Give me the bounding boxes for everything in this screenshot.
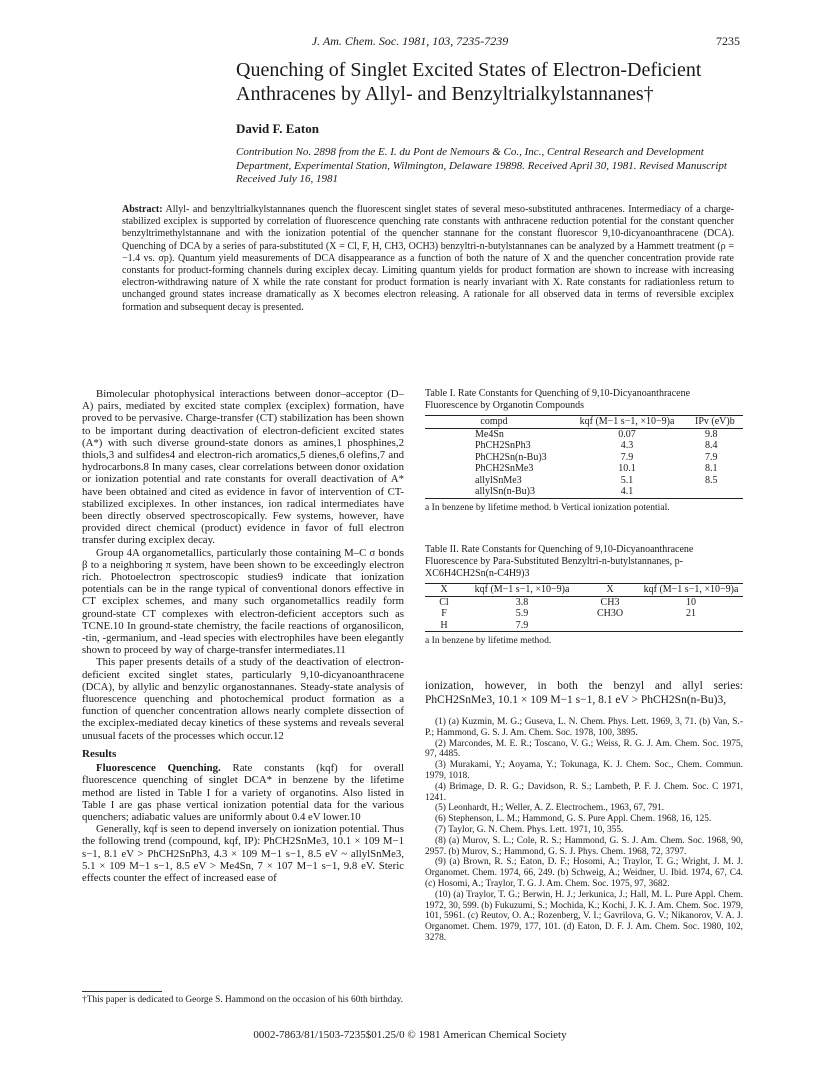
table-cell: 4.1 [620,486,634,497]
table-1-footnote: a In benzene by lifetime method. b Vertical ionization potential. [425,501,670,513]
table-cell: 5.9 [515,608,529,619]
reference-item: (5) Leonhardt, H.; Weller, A. Z. Electrochem., 1963, 67, 791. [435,803,665,814]
table-cell [691,486,743,498]
table-cell: 10 [686,596,696,608]
table-row [425,452,743,464]
table-cell: H [440,619,448,631]
table-row [425,428,743,440]
table-header: X [606,584,614,595]
table-cell: 4.3 [620,440,634,451]
body-paragraph: Generally, kqf is seen to depend inversely on ionization potential. Thus the following trend (compound, kqf, IP): PhCH2SnMe3, 10.1 × 109 M−1 s−1, 8.1 eV > PhCH2SnPh3, 4.3 × 109 M−1 s−1, 8.5 eV ~ allylSnMe3, 5.1 × 109 M−1 s−1, 8.5 eV > Me4Sn, 7 × 107 M−1 s−1, 9.8 eV. Steric effects counter the effect of increased ease of [82,823,404,884]
table-2-grid [425,583,743,632]
table-cell: Cl [439,596,449,608]
table-header: IPv (eV)b [695,416,735,427]
table-header: kqf (M−1 s−1, ×10−9)a [643,584,739,595]
table-cell: 8.1 [705,463,718,474]
references [425,717,743,944]
table-header: kqf (M−1 s−1, ×10−9)a [474,584,570,595]
table-1-caption: Table I. Rate Constants for Quenching of 9,10-Dicyanoanthracene Fluorescence by Organotin Compounds [425,388,691,411]
table-row [425,596,743,608]
table-2-footnote: a In benzene by lifetime method. [425,635,552,646]
journal-header: J. Am. Chem. Soc. 1981, 103, 7235-7239 [311,34,509,48]
table-cell: PhCH2SnPh3 [475,440,531,451]
dedication-footnote: †This paper is dedicated to George S. Hammond on the occasion of his 60th birthday. [82,995,404,1005]
affiliation: Contribution No. 2898 from the E. I. du Pont de Nemours & Co., Inc., Central Research and Development Department, Experimental Station, Wilmington, Delaware 19898. Received April 30, 1981. Revised Manuscript Received July 16, 1981 [236,146,727,185]
table-header: X [440,584,448,595]
abstract-text: Allyl- and benzyltrialkylstannanes quench the fluorescent singlet states of several meso-substituted anthracenes. Intermediacy of a charge-stabilized exciplex is supported by correlation of fluorescence quenching rate constants with anthracene reduction potential for the constant quencher benzyltrimethylstannane and with the ionization potential of the quencher stannane for the constant fluorescor 9,10-dicyanoanthracene (DCA). Quenching of DCA by a series of para-substituted (X = Cl, F, H, CH3, OCH3) benzyltri-n-butylstannanes can be analyzed by a Hammett treatment (ρ = −1.4 vs. σp). Quantum yield measurements of DCA disappearance as a function of both the nature of X and the quencher concentration provide rate constants for product-forming channels during exciplex decay. Limiting quantum yields for product formation are shown to increase with increasing electron-withdrawing nature of X while the rate constant for product formation is nearly invariant with X. Rate constants for radiationless return to unchanged ground states increase dramatically as X becomes electron releasing. A rationale for all observed data in terms of reversible exciplex formation and subsequent decay is presented. [122,204,735,313]
table-cell: 10.1 [618,463,636,474]
reference-item: (3) Murakami, Y.; Aoyama, Y.; Tokunaga, K. J. Chem. Soc., Chem. Commun. 1979, 1018. [425,760,743,781]
table-cell: PhCH2SnMe3 [475,463,534,474]
table-cell: 7.9 [620,451,634,463]
table-header: kqf (M−1 s−1, ×10−9)a [579,416,675,427]
table-cell: F [441,608,447,619]
reference-item: (2) Marcondes, M. E. R.; Toscano, V. G.; Weiss, R. G. J. Am. Chem. Soc. 1975, 97, 4485. [425,738,743,760]
right-column-text [425,680,743,707]
reference-item: (9) (a) Brown, R. S.; Eaton, D. F.; Hosomi, A.; Traylor, T. G.; Wright, J. M. J. Organomet. Chem. 1974, 66, 249. (b) Schweig, A.; Weidner, U. Ibid. 1974, 67, C4. (c) Hosomi, A.; Traylor, T. G. J. Am. Chem. Soc. 1975, 97, 3682. [425,857,743,889]
page-number: 7235 [716,34,740,48]
abstract [122,204,734,314]
table-cell: CH3 [600,596,620,608]
table-cell: 8.5 [705,474,718,486]
reference-item: (1) (a) Kuzmin, M. G.; Guseva, L. N. Chem. Phys. Lett. 1969, 3, 71. (b) Van, S.-P.; Hammond, G. S. J. Am. Chem. Soc. 1978, 100, 3895. [425,717,743,738]
results-heading: Results [82,747,117,760]
reference-item: (4) Brimage, D. R. G.; Davidson, R. S.; Lambeth, P. F. J. Chem. Soc. C 1971, 1241. [425,781,743,803]
abstract-label: Abstract: [122,204,163,215]
table-1 [425,388,743,513]
table-2-caption: Table II. Rate Constants for Quenching of 9,10-Dicyanoanthracene Fluorescence by Para-Substituted Benzyltri-n-butylstannanes, p-XC6H4CH2Sn(n-C4H9)3 [425,544,694,579]
table-cell: 21 [686,608,696,619]
reference-item: (6) Stephenson, L. M.; Hammond, G. S. Pure Appl. Chem. 1968, 16, 125. [435,814,712,825]
table-row [425,463,743,475]
table-header: compd [480,416,508,427]
body-paragraph: Bimolecular photophysical interactions between donor–acceptor (D–A) pairs, mediated by excited state complex (exciplex) formation, have proved to be pervasive. Charge-transfer (CT) stabilization has been shown to be important during deactivation of electron-deficient excited states (A*) with such diverse ground-state donors as amines,1 phosphines,2 thiols,3 and sulfides4 and electron-rich aromatics,5 dienes,6 olefins,7 and hydrocarbons.8 In many cases, clear correlations between donor oxidation or ionization potential and rate constants for overall deactivation of A* have been obtained and cited as evidence in favor of intervention of CT-stabilized exciplexes. In other instances, ion radical intermediates have been directly observed spectroscopically. Few systems, however, have provided direct chemical (product) evidence in favor of full electron transfer during exciplex decay. [82,388,404,547]
table-row [425,475,743,487]
copyright-line: 0002-7863/81/1503-7235$01.25/0 © 1981 American Chemical Society [253,1029,567,1041]
body-paragraph [82,762,404,823]
left-column [82,388,404,884]
table-cell: 8.4 [705,440,718,451]
table-row [425,440,743,452]
table-cell: allylSnMe3 [475,474,522,486]
table-cell: 5.1 [620,474,634,486]
body-paragraph: This paper presents details of a study of the deactivation of electron-deficient excited singlet states, particularly 9,10-dicyanoanthracene (DCA), by allylic and benzylic organostannanes. Steady-state analysis of fluorescence quenching and photochemical product formation as a function of quencher concentration allows nearly complete dissection of the exciplex-mediated decay kinetics of these systems and reveals several unusual facets of the processes which occur.12 [82,656,404,742]
table-cell: 7.9 [705,451,718,463]
table-2 [425,544,743,646]
author-name: David F. Eaton [236,121,319,136]
table-row [425,620,743,632]
body-paragraph: Group 4A organometallics, particularly those containing M–C σ bonds β to a neighboring π system, have been shown to be exceedingly electron rich. Photoelectron spectroscopic studies9 indicate that ionization potentials can be in the range typical of conventional donors effective in CT exciplex schemes, and many such organometallics readily form ground-state CT complexes with electron-deficient acceptors such as TCNE.10 In ground-state chemistry, the facile reactions of organosilicon, -tin, -germanium, and -lead species with electrophiles have been elegantly shown to proceed by way of charge-transfer intermediates.11 [82,546,404,657]
table-1-grid [425,415,743,499]
body-paragraph: ionization, however, in both the benzyl and allyl series: PhCH2SnMe3, 10.1 × 109 M−1 s−1, 8.1 eV > PhCH2Sn(n-Bu)3, [425,680,743,706]
table-cell: 9.8 [705,428,718,440]
article-title: Quenching of Singlet Excited States of Electron-Deficient Anthracenes by Allyl- and Benzyltrialkylstannanes† [236,59,702,105]
table-cell: PhCH2Sn(n-Bu)3 [475,451,547,463]
table-cell: 7.9 [515,619,529,631]
table-cell: Me4Sn [475,428,504,440]
table-row [425,486,743,498]
table-cell [581,620,639,632]
table-cell: 3.8 [515,596,529,608]
table-cell: 0.07 [618,428,636,440]
reference-item: (7) Taylor, G. N. Chem. Phys. Lett. 1971, 10, 355. [435,824,624,835]
table-cell [639,620,743,632]
body-text: Rate constants (kqf) for overall fluorescence quenching of singlet DCA* in benzene by the lifetime method are listed in Table I for a variety of organotins. Also listed in Table I are gas phase vertical ionization potential data for the various quenchers; adiabatic values are uniformly about 0.4 eV lower.10 [82,762,405,823]
table-cell: allylSn(n-Bu)3 [475,486,535,497]
reference-item: (10) (a) Traylor, T. G.; Berwin, H. J.; Jerkunica, J.; Hall, M. L. Pure Appl. Chem. 1972, 30, 599. (b) Fukuzumi, S.; Mochida, K.; Kochi, J. K. J. Am. Chem. Soc. 1979, 101, 5961. (c) Reutov, O. A.; Rozenberg, V. I.; Gavrilova, G. V.; Nikanorov, V. A. J. Organomet. Chem. 1979, 177, 101. (d) Eaton, D. F. J. Am. Chem. Soc. 1980, 102, 3278. [425,889,743,943]
runin-heading: Fluorescence Quenching. [96,762,221,775]
table-cell: CH3O [596,608,624,619]
table-row [425,608,743,620]
footnote-divider [82,991,162,992]
reference-item: (8) (a) Murov, S. L.; Cole, R. S.; Hammond, G. S. J. Am. Chem. Soc. 1968, 90, 2957. (b) Murov, S.; Hammond, G. S. J. Phys. Chem. 1968, 72, 3797. [425,835,743,857]
